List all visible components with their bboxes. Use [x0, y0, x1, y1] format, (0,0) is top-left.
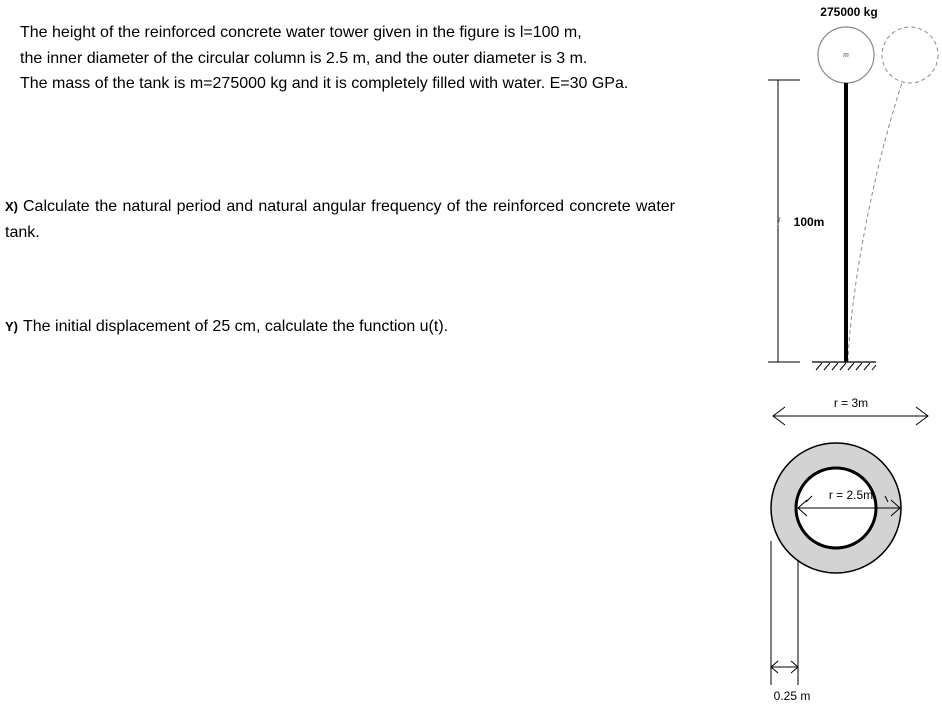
intro-line-2: the inner diameter of the circular column is 2.5 m, and the outer diameter is 3 m.: [20, 49, 588, 67]
thickness-dimension: [771, 541, 798, 685]
question-y-label: Y): [5, 319, 18, 334]
fixed-support: [812, 362, 876, 370]
question-x-text: Calculate the natural period and natural angular frequency of the reinforced concrete water tank.: [5, 198, 675, 241]
intro-line-1: The height of the reinforced concrete water tower given in the figure is l=100 m,: [20, 24, 582, 41]
mass-label: 275000 kg: [820, 5, 878, 19]
question-x-label: X): [5, 199, 18, 214]
mass-symbol: m: [843, 50, 849, 59]
intro-line-3: The mass of the tank is m=275000 kg and it is completely filled with water. E=30 GPa.: [20, 75, 629, 92]
inner-radius-label: r = 2.5m: [828, 488, 874, 502]
thickness-label: 0.25 m: [773, 689, 811, 703]
height-label: 100m: [793, 215, 825, 229]
question-y-text: The initial displacement of 25 cm, calculate the function u(t).: [23, 318, 449, 335]
deflected-column-line: [848, 83, 902, 362]
outer-radius-label: r = 3m: [833, 396, 869, 410]
deflected-tank-circle: [882, 27, 938, 83]
